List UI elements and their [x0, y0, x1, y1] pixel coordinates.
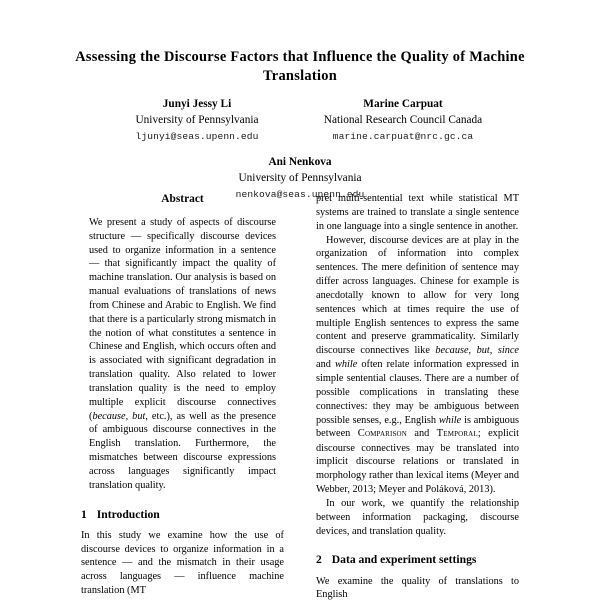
body-columns — [0, 192, 600, 602]
right-paragraph-2 — [316, 234, 519, 497]
author-email[interactable]: nenkova@seas.upenn.edu — [235, 188, 365, 200]
page-title: Assessing the Discourse Factors that Influence the Quality of Machine Translation — [75, 49, 525, 85]
author-name: Marine Carpuat — [363, 98, 443, 111]
right-continued-paragraph: pret multi-sentential text while statistical MT systems are trained to translate a single sentence in one language into a single sentence in another. — [316, 193, 519, 232]
abstract-heading: Abstract — [161, 193, 204, 205]
section-number: 2 — [316, 553, 322, 567]
smallcaps-comparison: Comparison — [357, 428, 407, 440]
author-name: Ani Nenkova — [268, 156, 332, 169]
author-affiliation: University of Pennsylvania — [135, 114, 259, 127]
author-entry-2 — [300, 96, 506, 145]
right-paragraph-3: In our work, we quantify the relationship between information packaging, discourse devices, and translation quality. — [316, 497, 519, 537]
left-column — [81, 192, 284, 602]
right-para2-part-a: However, discourse devices are at play in the organization of information into complex sentences. The mere definition of sentence may differ across languages. Chinese for example is anecdotally known to allow for very long sentences which at times require the use of multiple English sentences to express the same content and preserve grammaticality. Similarly discourse connectives like — [316, 234, 519, 357]
section-number: 1 — [81, 507, 87, 521]
author-email[interactable]: marine.carpuat@nrc.gc.ca — [332, 130, 474, 142]
smallcaps-temporal: Temporal — [436, 428, 478, 440]
author-affiliation: University of Pennsylvania — [238, 172, 362, 185]
section-heading-introduction — [81, 507, 284, 522]
section-title: Data and experiment settings — [331, 553, 477, 567]
author-entry-1 — [94, 96, 300, 145]
right-column — [316, 192, 519, 602]
author-name: Junyi Jessy Li — [162, 98, 232, 111]
author-email[interactable]: ljunyi@seas.upenn.edu — [135, 130, 259, 142]
author-block-row1 — [0, 96, 600, 145]
author-affiliation: National Research Council Canada — [323, 114, 483, 127]
abstract-section — [89, 192, 276, 493]
abstract-italic-connectives: because, but — [92, 410, 146, 422]
right-para2-part-c: often relate information expressed in simple sentential clauses. There are a number of possible complications in translating these connectives: they may be ambiguous between possible senses, e.g., English — [316, 359, 519, 426]
intro-paragraph-1: In this study we examine how the use of discourse devices to organize information in a sentence — and the mismatch in their usage across languages — influence machine translation (MT — [81, 529, 284, 597]
abstract-text-part1: We present a study of aspects of discourse structure — specifically discourse devices used to organize information in a sentence — that significantly impact the quality of machine translation. Our analysis is based on manual evaluations of translations of news from Chinese and Arabic to English. We find that there is a particularly strong mismatch in the notion of what constitutes a sentence in Chinese and English, which occurs often and is associated with significant degradation in translation quality. Also related to lower translation quality is the need to employ multiple explicit discourse connectives ( — [89, 216, 276, 422]
italic-while-1: while — [334, 359, 358, 371]
right-para2-part-d: is ambiguous between — [316, 414, 519, 440]
right-para2-part-b: and — [316, 359, 335, 371]
section-heading-data — [316, 552, 519, 567]
right-para2-part-e: and — [406, 428, 437, 440]
section-title: Introduction — [96, 507, 160, 521]
data-section-paragraph-1: We examine the quality of translations to English — [316, 575, 519, 601]
abstract-text — [89, 216, 276, 493]
italic-connectives-1: because, but, since — [435, 345, 519, 357]
italic-while-2: while — [438, 414, 462, 426]
abstract-text-part2: , etc.), as well as the presence of ambiguous discourse connectives in the English translation. Furthermore, the mismatches between discourse expressions across languages significantly impact translation quality. — [89, 410, 276, 491]
right-para2-part-f: ; explicit discourse connectives may be translated into implicit discourse relations or translated in morphology rather than lexical items (Meyer and Webber, 2013; Meyer and Poláková, 2013). — [316, 428, 519, 496]
